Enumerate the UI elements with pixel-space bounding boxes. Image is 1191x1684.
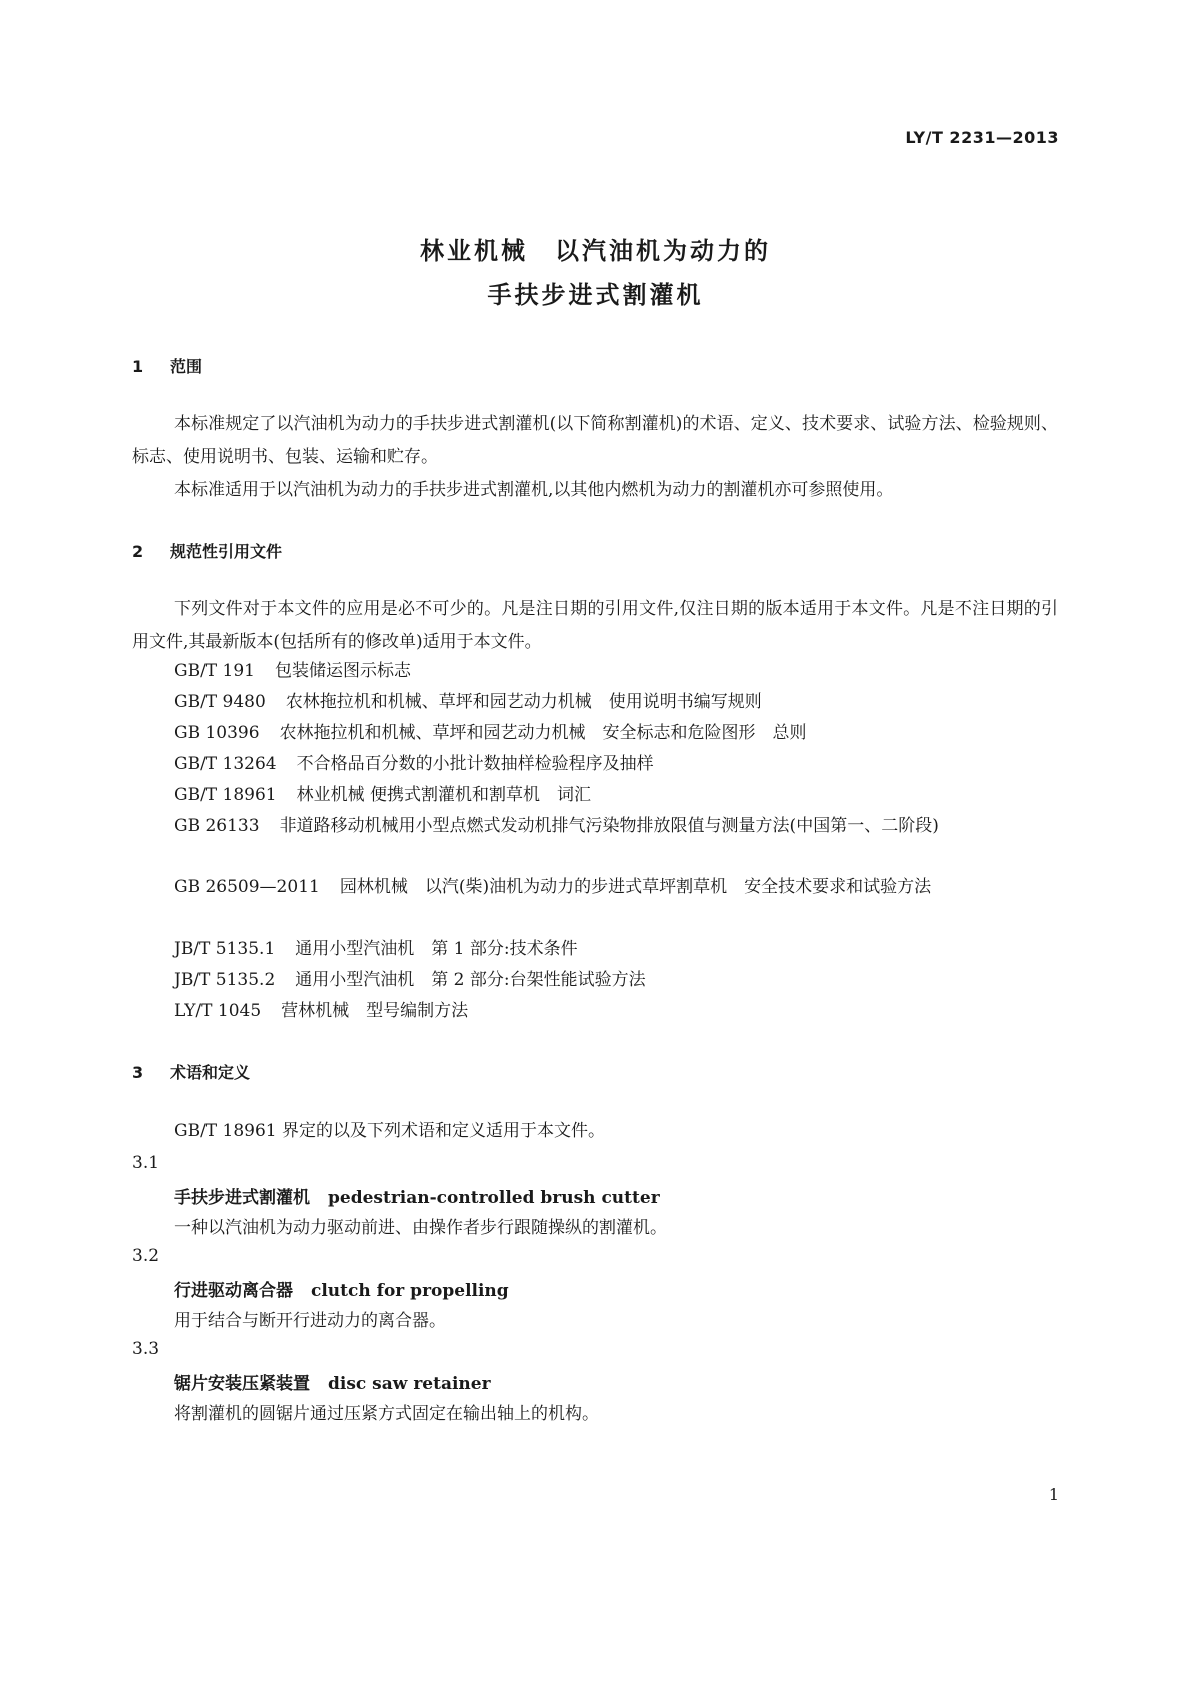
reference-title: 通用小型汽油机 第 2 部分:台架性能试验方法 — [295, 970, 646, 990]
reference-title: 农林拖拉机和机械、草坪和园艺动力机械 安全标志和危险图形 总则 — [279, 723, 807, 743]
section-title: 术语和定义 — [170, 1063, 251, 1082]
page-number: 1 — [1048, 1485, 1059, 1504]
reference-item — [132, 655, 1058, 688]
reference-item — [132, 779, 1058, 812]
reference-item — [132, 748, 1058, 781]
reference-title: 不合格品百分数的小批计数抽样检验程序及抽样 — [296, 754, 654, 774]
term-zh: 行进驱动离合器 — [174, 1281, 293, 1301]
clause-number: 3.3 — [132, 1339, 160, 1359]
section-title: 规范性引用文件 — [170, 542, 283, 561]
reference-item — [132, 871, 1058, 904]
reference-title: 农林拖拉机和机械、草坪和园艺动力机械 使用说明书编写规则 — [285, 692, 762, 712]
term-zh: 锯片安装压紧装置 — [174, 1374, 310, 1394]
term-definition: 一种以汽油机为动力驱动前进、由操作者步行跟随操纵的割灌机。 — [174, 1218, 667, 1238]
section-1-paragraph-2: 本标准适用于以汽油机为动力的手扶步进式割灌机,以其他内燃机为动力的割灌机亦可参照使用。 — [174, 480, 894, 500]
reference-item — [132, 995, 1058, 1028]
reference-item — [132, 810, 1058, 843]
section-title: 范围 — [170, 357, 203, 376]
term-en: clutch for propelling — [311, 1281, 509, 1301]
term-zh: 手扶步进式割灌机 — [174, 1188, 310, 1208]
section-number: 2 — [132, 542, 144, 561]
term-definition: 用于结合与断开行进动力的离合器。 — [174, 1311, 446, 1331]
clause-number: 3.2 — [132, 1246, 160, 1266]
title-line-2: 手扶步进式割灌机 — [487, 281, 704, 309]
reference-item — [132, 717, 1058, 750]
reference-code: GB/T 9480 — [174, 692, 266, 712]
section-2-heading — [132, 539, 282, 562]
reference-item — [132, 686, 1058, 719]
reference-title: 包装储运图示标志 — [275, 661, 411, 681]
section-3-intro: GB/T 18961 界定的以及下列术语和定义适用于本文件。 — [174, 1121, 606, 1141]
reference-code: GB/T 191 — [174, 661, 255, 681]
term-entry — [174, 1276, 509, 1301]
reference-code: GB 26133 — [174, 816, 260, 836]
reference-code: GB 26509—2011 — [174, 877, 320, 897]
reference-code: JB/T 5135.2 — [174, 970, 276, 990]
section-1-paragraph-1: 本标准规定了以汽油机为动力的手扶步进式割灌机(以下简称割灌机)的术语、定义、技术要求、试验方法、检验规则、标志、使用说明书、包装、运输和贮存。 — [132, 414, 1058, 467]
term-definition: 将割灌机的圆锯片通过压紧方式固定在输出轴上的机构。 — [174, 1404, 599, 1424]
reference-title: 非道路移动机械用小型点燃式发动机排气污染物排放限值与测量方法(中国第一、二阶段) — [279, 816, 939, 836]
term-entry — [174, 1369, 491, 1394]
reference-item — [132, 933, 1058, 966]
term-en: disc saw retainer — [328, 1374, 491, 1394]
reference-code: JB/T 5135.1 — [174, 939, 276, 959]
reference-title: 通用小型汽油机 第 1 部分:技术条件 — [295, 939, 578, 959]
reference-code: GB/T 18961 — [174, 785, 277, 805]
reference-code: LY/T 1045 — [174, 1001, 262, 1021]
standard-code: LY/T 2231—2013 — [905, 128, 1059, 147]
section-1-heading — [132, 354, 202, 377]
reference-title: 营林机械 型号编制方法 — [281, 1001, 469, 1021]
reference-title: 园林机械 以汽(柴)油机为动力的步进式草坪割草机 安全技术要求和试验方法 — [339, 877, 932, 897]
term-en: pedestrian-controlled brush cutter — [328, 1188, 660, 1208]
reference-title: 林业机械 便携式割灌机和割草机 词汇 — [296, 785, 592, 805]
reference-code: GB/T 13264 — [174, 754, 277, 774]
reference-code: GB 10396 — [174, 723, 260, 743]
title-line-1: 林业机械 以汽油机为动力的 — [420, 237, 771, 265]
section-number: 1 — [132, 357, 144, 376]
section-number: 3 — [132, 1063, 144, 1082]
section-3-heading — [132, 1060, 250, 1083]
section-2-intro: 下列文件对于本文件的应用是必不可少的。凡是注日期的引用文件,仅注日期的版本适用于本文件。凡是不注日期的引用文件,其最新版本(包括所有的修改单)适用于本文件。 — [132, 599, 1058, 652]
clause-number: 3.1 — [132, 1153, 160, 1173]
reference-item — [132, 964, 1058, 997]
term-entry — [174, 1183, 660, 1208]
